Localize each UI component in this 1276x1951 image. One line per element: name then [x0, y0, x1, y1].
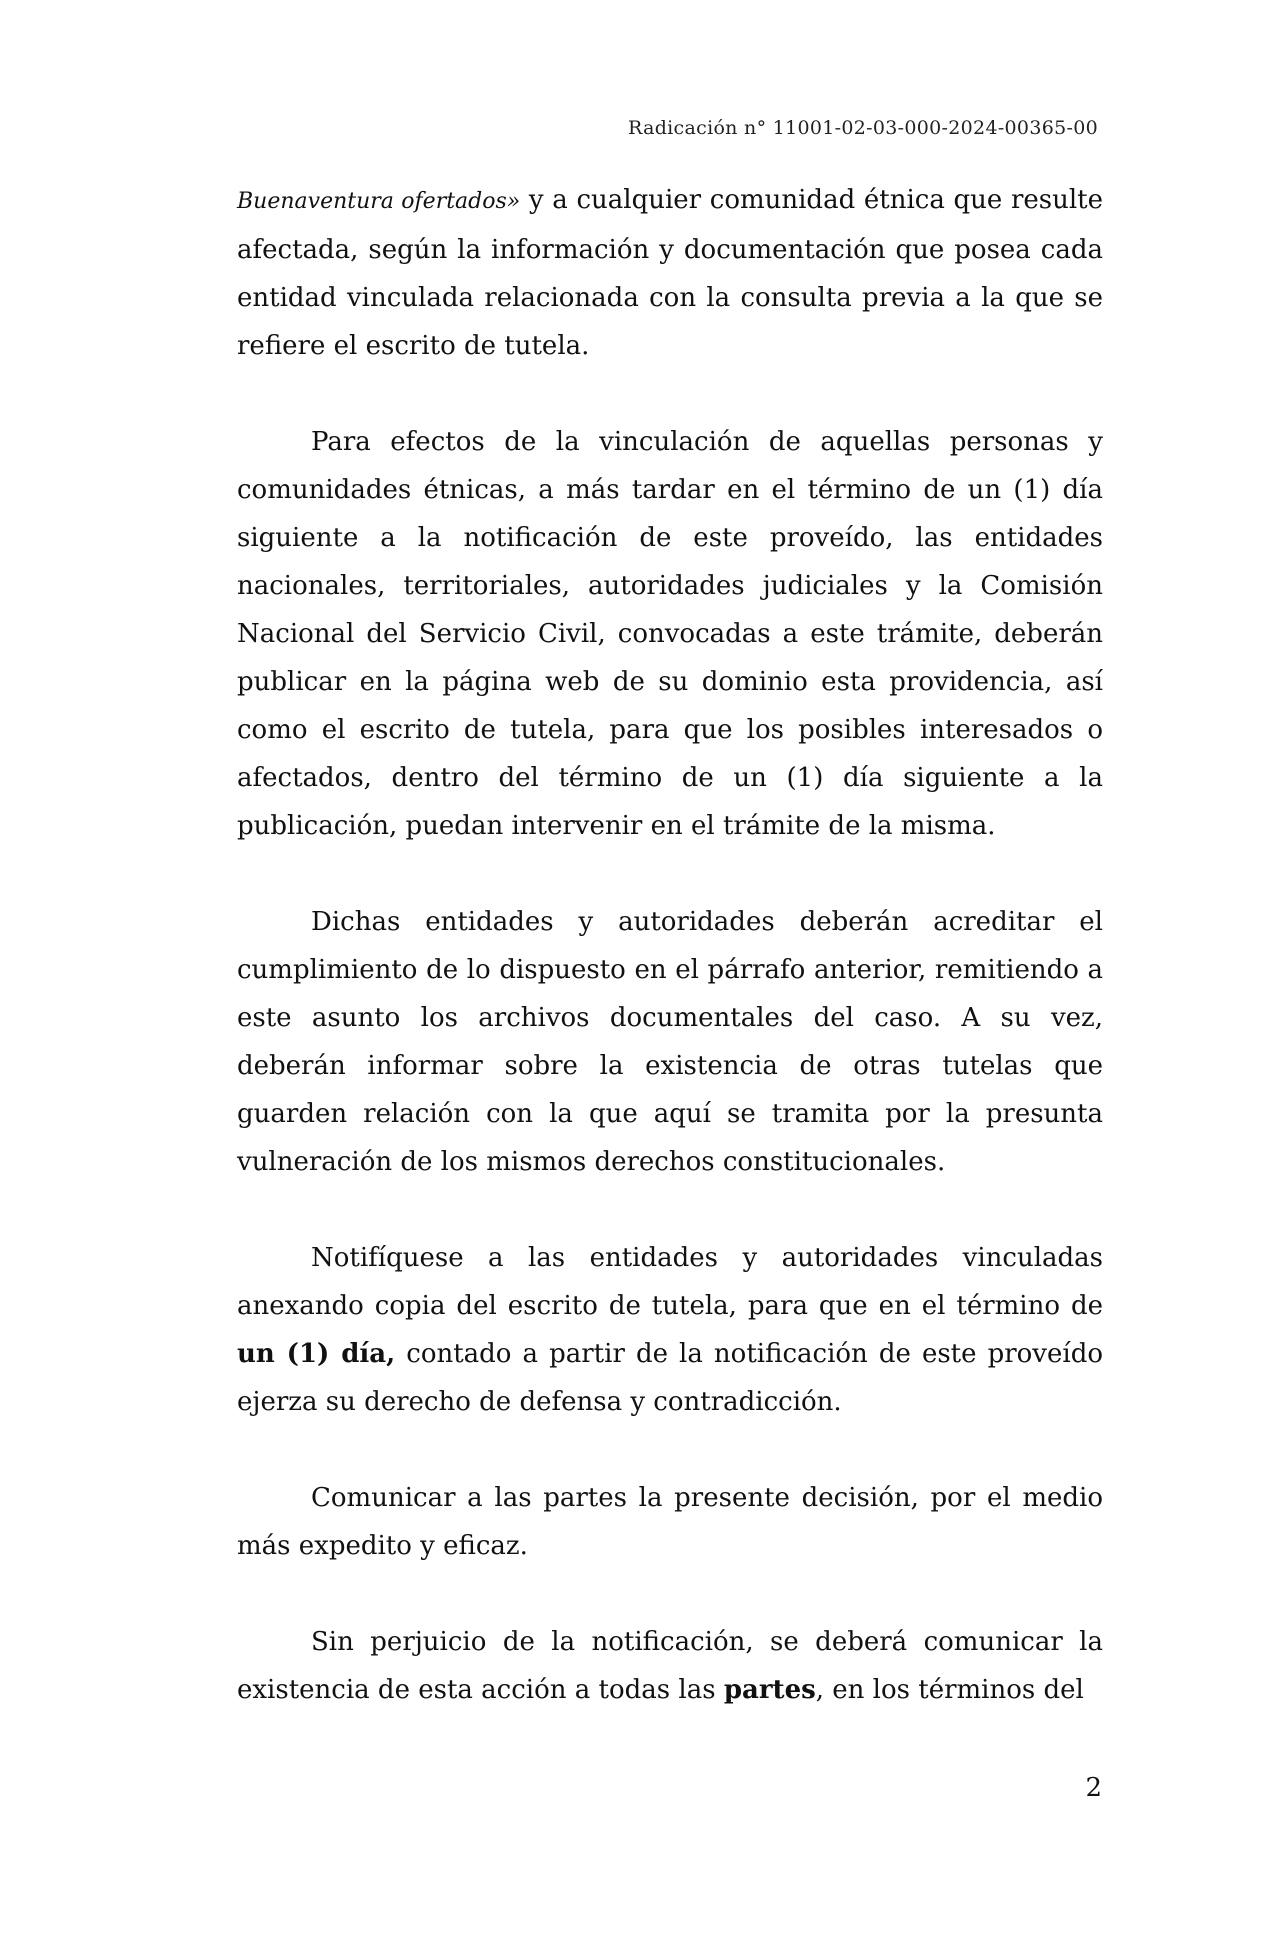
paragraph-6-text-after: , en los términos del	[815, 1675, 1084, 1705]
paragraph-6	[237, 1618, 1103, 1714]
paragraph-1	[237, 176, 1103, 370]
page-number: 2	[1085, 1773, 1102, 1803]
paragraph-4-text-before: Notifíquese a las entidades y autoridades vinculadas anexando copia del escrito de tutela, para que en el término de	[237, 1243, 1103, 1321]
document-body	[237, 176, 1103, 1762]
paragraph-5: Comunicar a las partes la presente decisión, por el medio más expedito y eficaz.	[237, 1483, 1103, 1561]
paragraph-3: Dichas entidades y autoridades deberán acreditar el cumplimiento de lo dispuesto en el párrafo anterior, remitiendo a este asunto los archivos documentales del caso. A su vez, deberán informar sobre la existencia de otras tutelas que guarden relación con la que aquí se tramita por la presunta vulneración de los mismos derechos constitucionales.	[237, 907, 1103, 1177]
paragraph-4-text-after: contado a partir de la notificación de este proveído ejerza su derecho de defensa y contradicción.	[237, 1339, 1103, 1417]
case-number-header: Radicación n° 11001-02-03-000-2024-00365-00	[628, 117, 1098, 139]
italic-quote: Buenaventura ofertados»	[237, 189, 521, 214]
paragraph-4	[237, 1234, 1103, 1426]
paragraph-6-text-before: Sin perjuicio de la notificación, se deberá comunicar la existencia de esta acción a todas las	[237, 1627, 1103, 1705]
paragraph-6-bold-term: partes	[723, 1675, 816, 1705]
paragraph-1-text: y a cualquier comunidad étnica que resulte afectada, según la información y documentación que posea cada entidad vinculada relacionada con la consulta previa a la que se refiere el escrito de tutela.	[237, 185, 1104, 361]
paragraph-2: Para efectos de la vinculación de aquellas personas y comunidades étnicas, a más tardar en el término de un (1) día siguiente a la notificación de este proveído, las entidades nacionales, territoriales, autoridades judiciales y la Comisión Nacional del Servicio Civil, convocadas a este trámite, deberán publicar en la página web de su dominio esta providencia, así como el escrito de tutela, para que los posibles interesados o afectados, dentro del término de un (1) día siguiente a la publicación, puedan intervenir en el trámite de la misma.	[237, 427, 1103, 841]
paragraph-4-bold-term: un (1) día,	[237, 1339, 396, 1369]
